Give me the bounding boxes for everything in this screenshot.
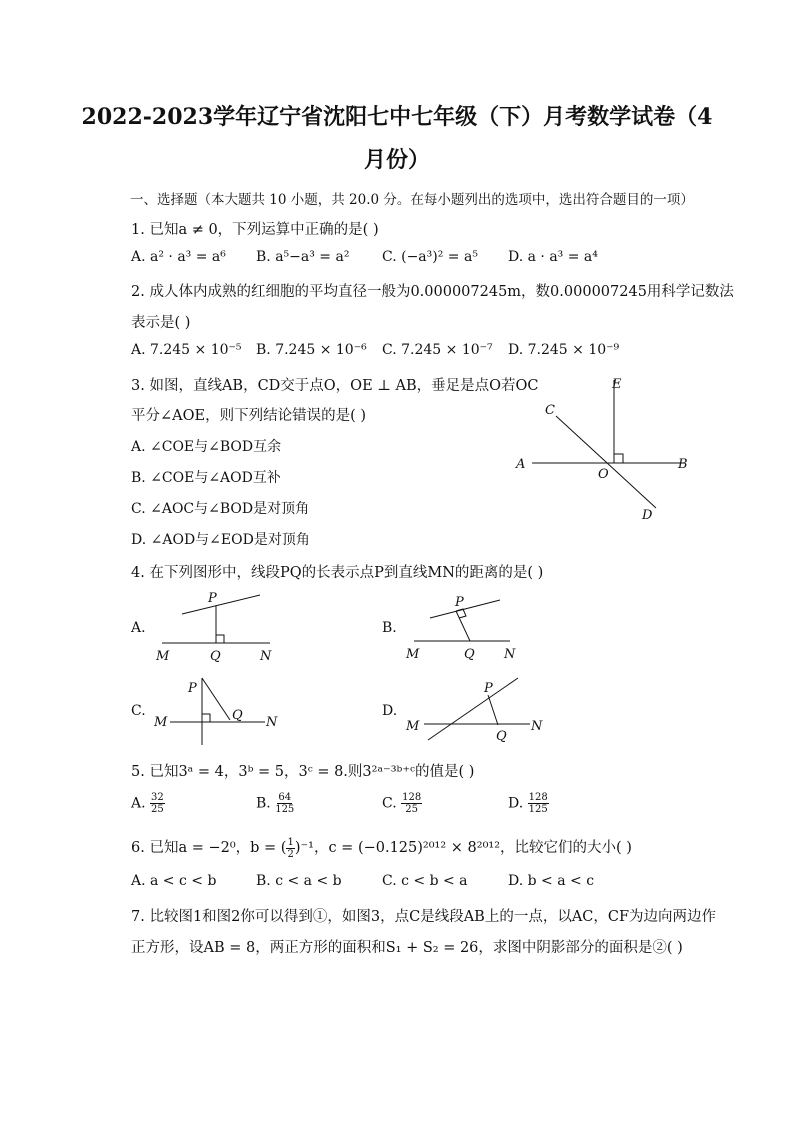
label-q: Q [210, 649, 221, 664]
q2-option-d: D. 7.245 × 10⁻⁹ [508, 342, 620, 358]
label-d: D [642, 508, 653, 522]
q1-option-d: D. a · a³ = a⁴ [508, 249, 598, 265]
label-p: P [208, 591, 217, 606]
q1-option-b: B. a⁵−a³ = a² [256, 249, 350, 265]
q4-option-b-label: B. [382, 620, 397, 636]
q6-stem [131, 836, 632, 860]
q1-option-c: C. (−a³)² = a⁵ [382, 249, 478, 265]
label-m: M [156, 649, 170, 664]
denominator: 2 [287, 848, 294, 860]
q7-stem-line1: 7. 比较图1和图2你可以得到①，如图3，点C是线段AB上的一点，以AC，CF为边向两边作 [131, 909, 717, 925]
numerator: 128 [528, 792, 548, 803]
q3-option-b: B. ∠COE与∠AOD互补 [131, 470, 281, 486]
q6-stem-part2: )⁻¹，c = (−0.125)²⁰¹² × 8²⁰¹²，比较它们的大小( ) [294, 840, 632, 856]
label-a: A [516, 457, 526, 472]
q6-option-a: A. a < c < b [131, 873, 217, 889]
q1-option-a: A. a² · a³ = a⁶ [131, 249, 226, 265]
q3-stem-line1: 3. 如图，直线AB，CD交于点O，OE ⊥ AB，垂足是点O若OC [131, 378, 539, 394]
q6-option-d: D. b < a < c [508, 873, 595, 889]
option-letter: C. [382, 795, 397, 812]
exam-title-line1: 2022-2023学年辽宁省沈阳七中七年级（下）月考数学试卷（4 [81, 104, 713, 130]
label-e: E [612, 377, 622, 392]
label-n: N [266, 715, 278, 730]
q6-option-c: C. c < b < a [382, 873, 468, 889]
q4-option-a-label: A. [131, 620, 146, 636]
section-heading: 一、选择题（本大题共 10 小题，共 20.0 分。在每小题列出的选项中，选出符合题目的一项） [130, 192, 694, 208]
q4-figure-b [400, 586, 530, 666]
q2-stem-line2: 表示是( ) [131, 315, 191, 331]
label-q: Q [496, 729, 507, 744]
q3-option-d: D. ∠AOD与∠EOD是对顶角 [131, 532, 310, 548]
q7-stem-line2: 正方形，设AB = 8，两正方形的面积和S₁ + S₂ = 26，求图中阴影部分的面积是②( ) [131, 940, 683, 956]
option-letter: B. [256, 795, 271, 812]
line-cd [556, 416, 656, 508]
q3-figure [510, 372, 700, 522]
q5-option-d [508, 792, 549, 815]
numerator: 1 [287, 836, 294, 848]
q4-figure-a [150, 586, 280, 666]
q6-option-b: B. c < a < b [256, 873, 342, 889]
right-angle-mark [614, 454, 623, 463]
q4-figure-d [400, 670, 550, 750]
denominator: 125 [275, 804, 295, 815]
q5-option-a [131, 792, 165, 815]
q3-stem-line2: 平分∠AOE，则下列结论错误的是( ) [131, 408, 367, 424]
q4-option-d-label: D. [382, 703, 398, 719]
q5-stem: 5. 已知3ᵃ = 4，3ᵇ = 5，3ᶜ = 8.则3²ᵃ⁻³ᵇ⁺ᶜ的值是( ) [131, 764, 475, 780]
label-p: P [455, 595, 464, 610]
q2-option-a: A. 7.245 × 10⁻⁵ [131, 342, 242, 358]
label-m: M [154, 715, 168, 730]
numerator: 32 [151, 792, 164, 803]
denominator: 125 [528, 804, 548, 815]
q4-figure-c [150, 670, 280, 750]
q2-option-c: C. 7.245 × 10⁻⁷ [382, 342, 493, 358]
q5-option-b [256, 792, 294, 815]
option-letter: D. [508, 795, 524, 812]
label-b: B [678, 457, 688, 472]
q6-stem-part1: 6. 已知a = −2⁰，b = ( [131, 840, 287, 856]
label-p: P [484, 681, 493, 696]
label-c: C [545, 403, 555, 418]
q2-option-b: B. 7.245 × 10⁻⁶ [256, 342, 367, 358]
q2-stem-line1: 2. 成人体内成熟的红细胞的平均直径一般为0.000007245m，数0.000007245用科学记数法 [131, 284, 734, 300]
label-p: P [188, 681, 197, 696]
q5-option-c [382, 792, 422, 815]
q4-stem: 4. 在下列图形中，线段PQ的长表示点P到直线MN的距离的是( ) [131, 565, 544, 581]
q3-option-a: A. ∠COE与∠BOD互余 [131, 439, 282, 455]
numerator: 128 [402, 792, 422, 803]
numerator: 64 [278, 792, 292, 803]
label-n: N [504, 647, 516, 662]
denominator: 25 [151, 804, 164, 815]
q4-option-c-label: C. [131, 703, 146, 719]
exam-title-line2: 月份） [363, 147, 430, 173]
q3-option-c: C. ∠AOC与∠BOD是对顶角 [131, 501, 310, 517]
label-n: N [260, 649, 272, 664]
option-letter: A. [131, 795, 146, 812]
label-q: Q [464, 647, 475, 662]
label-q: Q [232, 708, 243, 723]
label-m: M [406, 719, 420, 734]
q1-stem: 1. 已知a ≠ 0，下列运算中正确的是( ) [131, 222, 379, 238]
label-n: N [531, 719, 543, 734]
denominator: 25 [405, 804, 419, 815]
label-o: O [598, 467, 609, 482]
label-m: M [406, 647, 420, 662]
